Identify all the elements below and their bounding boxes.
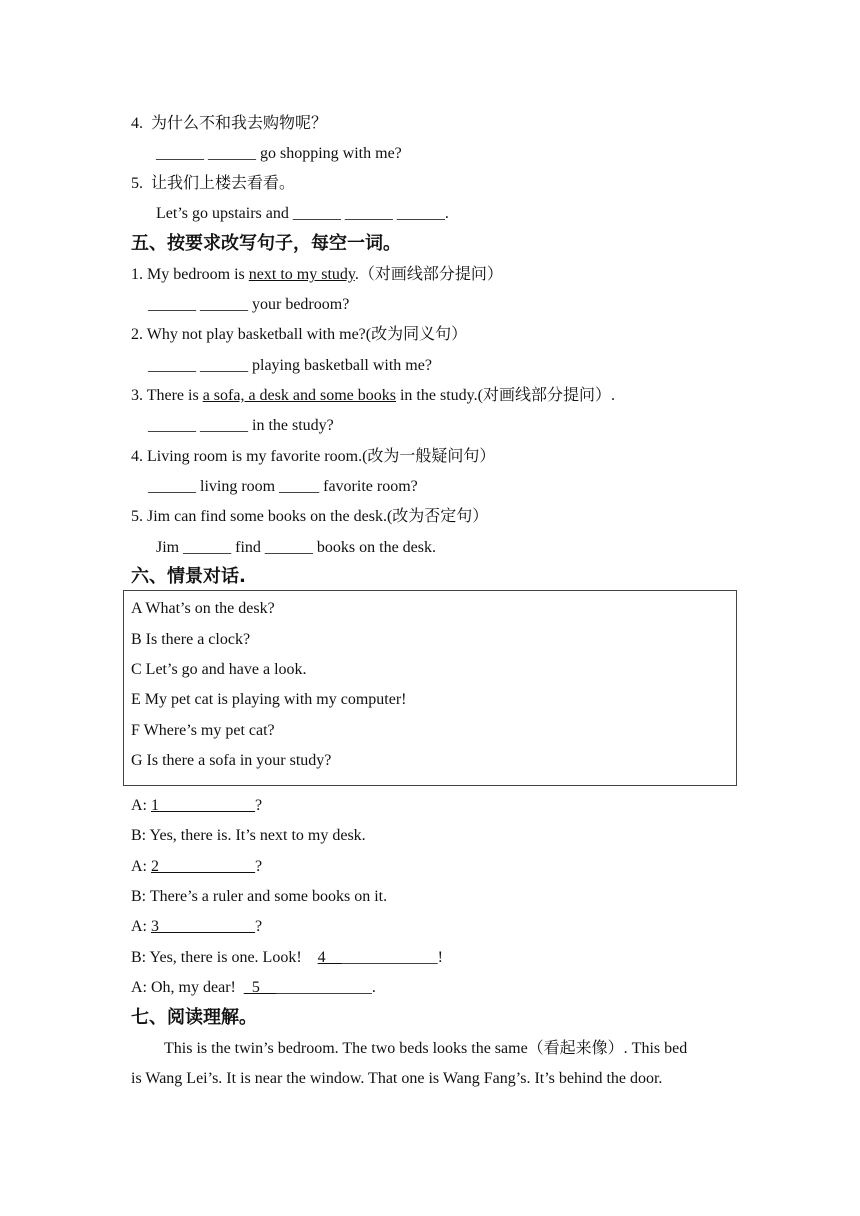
dialogue-3-post: ? [255, 858, 263, 875]
option-f: F Where’s my pet cat? [131, 722, 275, 739]
dialogue-5-speaker: A: [131, 918, 151, 935]
s5-item-3-answer: ______ ______ in the study? [148, 417, 334, 434]
dialogue-5-blank: 3____________ [151, 918, 255, 935]
dialogue-line-7 [131, 978, 376, 998]
option-c: C Let’s go and have a look. [131, 661, 307, 678]
dialogue-line-3 [131, 857, 262, 877]
dialogue-7-blank-number: _5__ [243, 979, 276, 996]
dialogue-6-blank-number: 4__ [317, 949, 342, 966]
s5-item-1-pre: 1. My bedroom is [131, 266, 249, 283]
s5-item-2: 2. Why not play basketball with me?(改为同义句） [131, 326, 468, 343]
dialogue-1-blank: 1____________ [151, 797, 255, 814]
dialogue-6-text: B: Yes, there is one. Look! [131, 949, 318, 966]
dialogue-line-1 [131, 796, 262, 816]
s5-item-3 [131, 386, 615, 406]
dialogue-7-text: A: Oh, my dear! [131, 979, 244, 996]
option-b: B Is there a clock? [131, 631, 251, 648]
dialogue-line-6 [131, 948, 443, 968]
dialogue-1-post: ? [255, 797, 263, 814]
q5-answer-line: Let’s go upstairs and ______ ______ ______. [156, 205, 449, 222]
q4-answer-line: ______ ______ go shopping with me? [156, 145, 402, 162]
q4-prompt: 4. 为什么不和我去购物呢？ [131, 115, 328, 132]
q5-prompt: 5. 让我们上楼去看看。 [131, 175, 296, 192]
option-a: A What’s on the desk? [131, 600, 275, 617]
s5-item-2-answer: ______ ______ playing basketball with me? [148, 357, 432, 374]
section-6-heading: 六、情景对话. [131, 566, 246, 587]
reading-paragraph-line-1: This is the twin’s bedroom. The two beds looks the same（看起来像）. This bed [164, 1040, 688, 1057]
dialogue-line-4: B: There’s a ruler and some books on it. [131, 888, 388, 905]
s5-item-3-pre: 3. There is [131, 387, 203, 404]
option-e: E My pet cat is playing with my computer! [131, 691, 407, 708]
dialogue-line-2: B: Yes, there is. It’s next to my desk. [131, 827, 366, 844]
reading-paragraph-line-2: is Wang Lei’s. It is near the window. That one is Wang Fang’s. It’s behind the door. [131, 1070, 663, 1087]
dialogue-5-post: ? [255, 918, 263, 935]
s5-item-5: 5. Jim can find some books on the desk.(改为否定句） [131, 508, 489, 525]
dialogue-line-5 [131, 917, 262, 937]
dialogue-3-blank: 2____________ [151, 858, 255, 875]
s5-item-3-underlined: a sofa, a desk and some books [202, 387, 396, 404]
dialogue-3-speaker: A: [131, 858, 151, 875]
s5-item-1-underlined: next to my study [248, 266, 355, 283]
options-box [123, 590, 737, 786]
dialogue-7-blank: ____________. [275, 979, 376, 996]
section-7-heading: 七、阅读理解。 [131, 1007, 257, 1028]
s5-item-1 [131, 265, 503, 285]
s5-item-4: 4. Living room is my favorite room.(改为一般疑问句） [131, 448, 496, 465]
s5-item-1-answer: ______ ______ your bedroom? [148, 296, 350, 313]
s5-item-4-answer: ______ living room _____ favorite room? [148, 478, 418, 495]
s5-item-3-post: in the study.(对画线部分提问）. [395, 387, 615, 404]
section-5-heading: 五、按要求改写句子，每空一词。 [131, 233, 401, 254]
s5-item-5-answer: Jim ______ find ______ books on the desk. [156, 539, 436, 556]
s5-item-1-post: .（对画线部分提问） [354, 266, 503, 283]
dialogue-6-blank: ____________! [341, 949, 443, 966]
dialogue-1-speaker: A: [131, 797, 151, 814]
option-g: G Is there a sofa in your study? [131, 752, 332, 769]
